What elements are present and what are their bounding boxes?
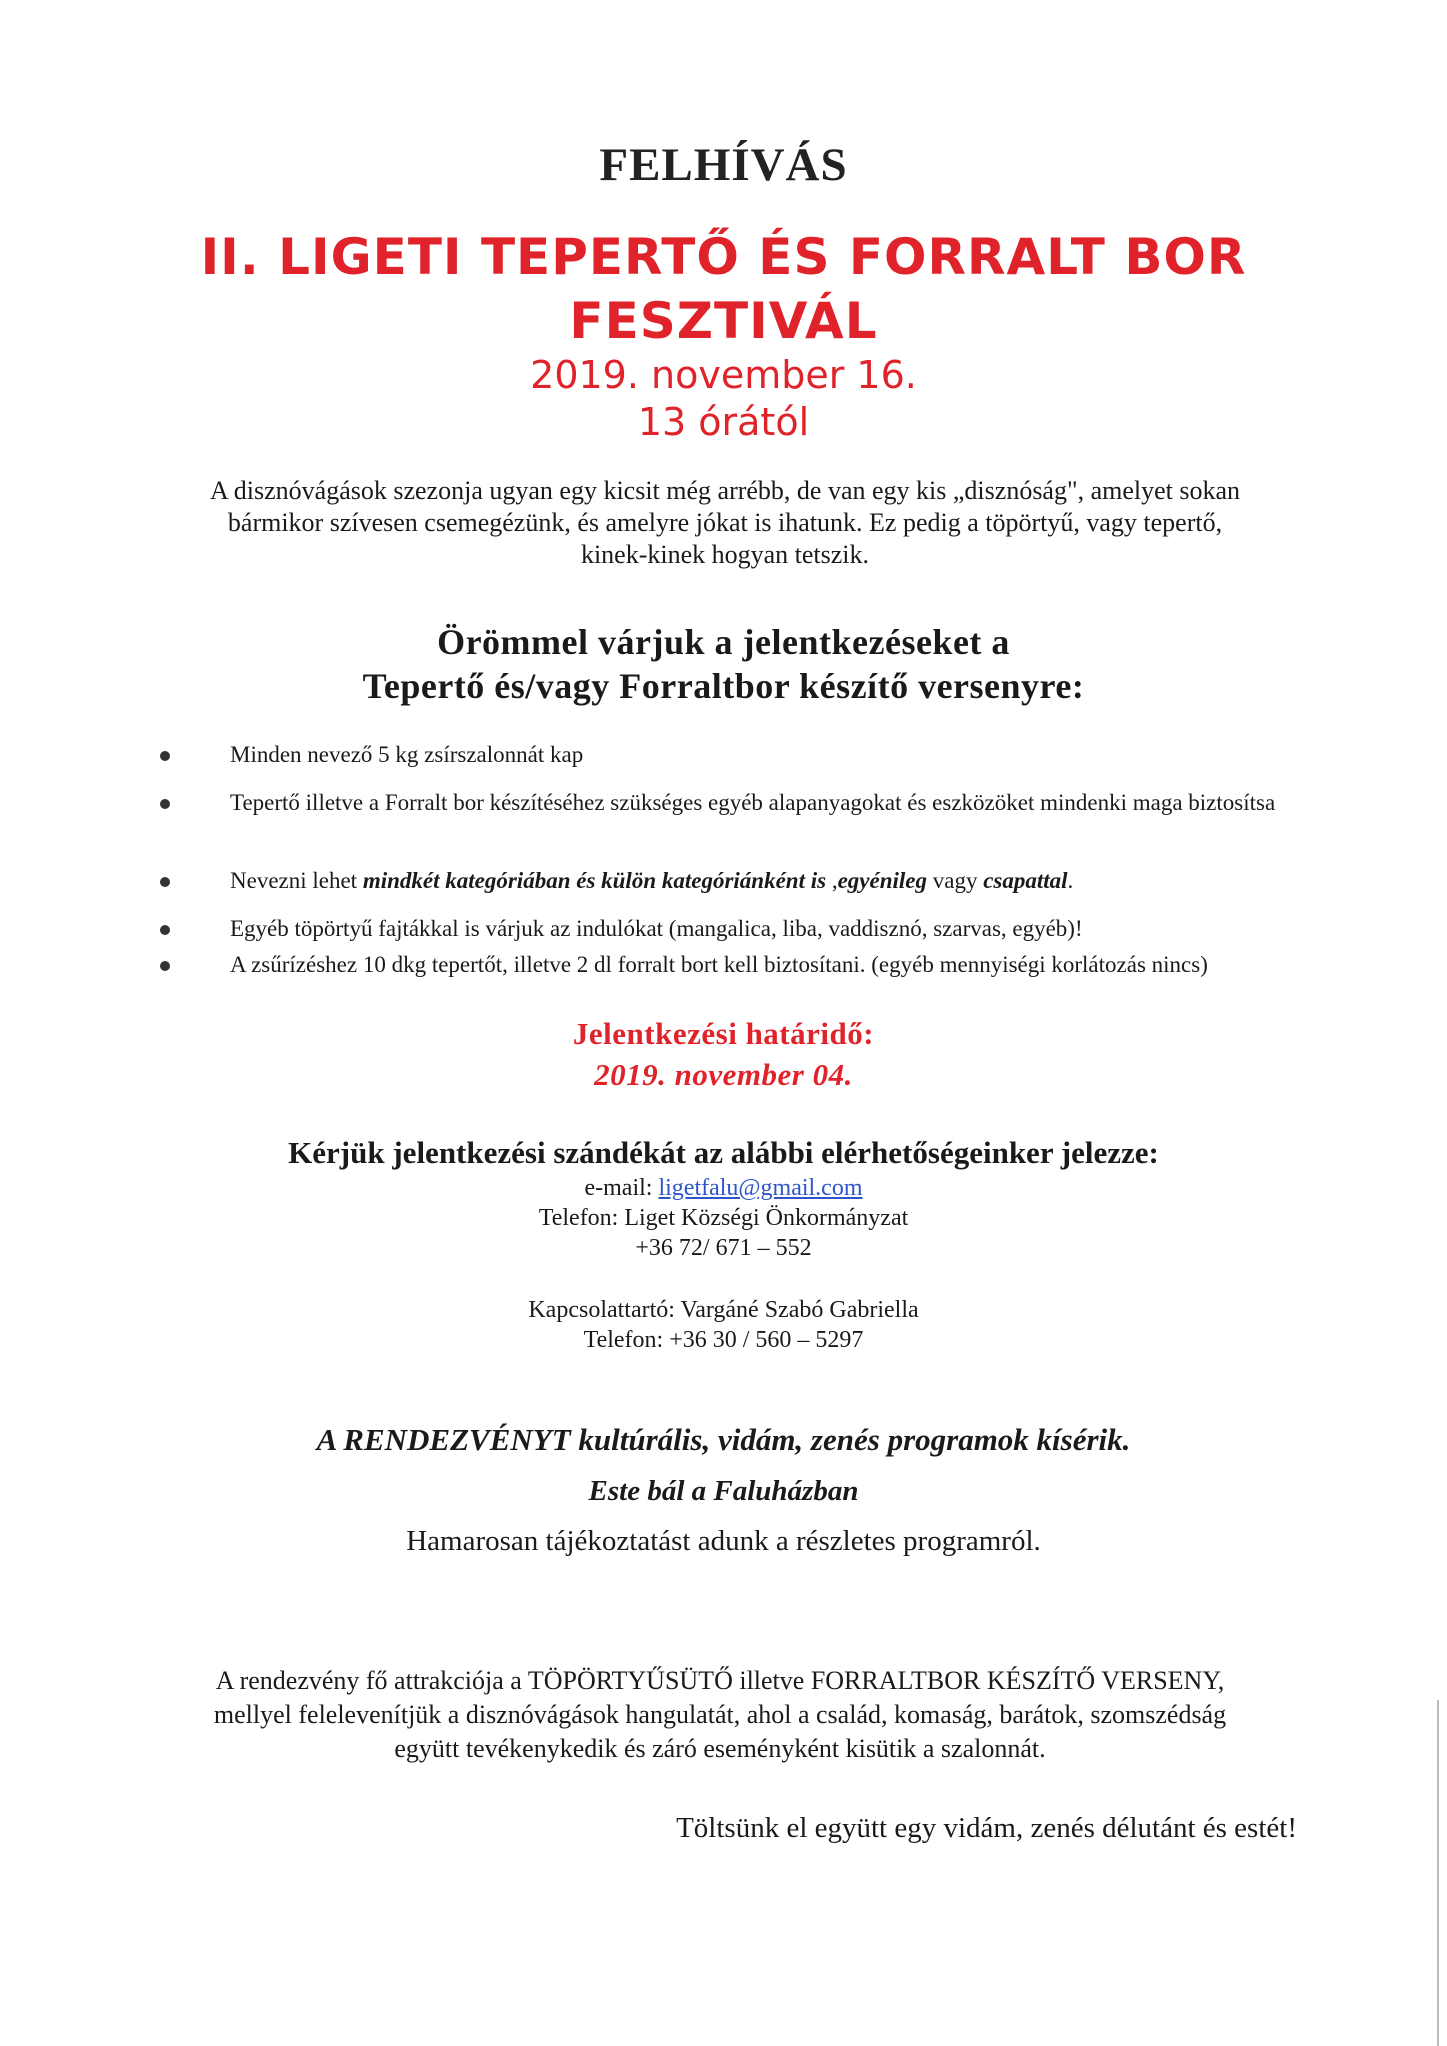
- final-line: Töltsünk el együtt egy vidám, zenés délutánt és estét!: [676, 1812, 1297, 1844]
- rule-text-part: ,: [826, 868, 838, 893]
- rule-emphasis: egyénileg: [837, 868, 927, 893]
- page-heading: FELHÍVÁS: [599, 139, 848, 191]
- bullet-icon: [160, 751, 170, 761]
- closing-paragraph: [120, 1664, 1320, 1766]
- rule-emphasis: csapattal: [983, 868, 1068, 893]
- rule-item: [180, 866, 1320, 895]
- event-info: Hamarosan tájékoztatást adunk a részletes programról.: [406, 1525, 1041, 1557]
- festival-title-line1: II. LIGETI TEPERTŐ ÉS FORRALT BOR: [200, 228, 1247, 286]
- rule-text: Egyéb töpörtyű fajtákkal is várjuk az indulókat (mangalica, liba, vaddisznó, szarvas, egyéb)!: [230, 916, 1083, 941]
- festival-title-line2: FESZTIVÁL: [569, 292, 878, 350]
- rule-item: [180, 788, 1280, 817]
- bullet-icon: [160, 799, 170, 809]
- event-time: 13 órától: [637, 400, 810, 444]
- welcome-heading-line2: Tepertő és/vagy Forraltbor készítő versenyre:: [362, 666, 1085, 706]
- bullet-icon: [160, 961, 170, 971]
- rule-text-part: .: [1067, 868, 1074, 893]
- contact-phone: +36 72/ 671 – 552: [635, 1235, 812, 1261]
- deadline-date: 2019. november 04.: [594, 1057, 853, 1092]
- rule-item: [180, 740, 1320, 769]
- closing-line: A rendezvény fő attrakciója a TÖPÖRTYŰSÜTŐ illetve FORRALTBOR KÉSZÍTŐ VERSENY,: [215, 1666, 1225, 1695]
- rule-item: [180, 914, 1320, 943]
- contact-phone-label: Telefon: Liget Községi Önkormányzat: [538, 1205, 909, 1231]
- event-programs: A RENDEZVÉNYT kultúrális, vidám, zenés programok kísérik.: [316, 1422, 1131, 1457]
- rule-text-part: vagy: [926, 868, 984, 893]
- rule-item: [180, 950, 1290, 979]
- bullet-icon: [160, 925, 170, 935]
- intro-line: kinek-kinek hogyan tetszik.: [580, 540, 870, 569]
- closing-line: mellyel felelevenítjük a disznóvágások hangulatát, ahol a család, komaság, barátok, szomszédság: [213, 1700, 1227, 1729]
- rule-text: A zsűrízéshez 10 dkg tepertőt, illetve 2 dl forralt bort kell biztosítani. (egyéb mennyiségi korlátozás nincs): [230, 952, 1208, 977]
- rule-text-part: Nevezni lehet: [230, 868, 363, 893]
- welcome-heading-line1: Örömmel várjuk a jelentkezéseket a: [437, 622, 1010, 662]
- contact-email-line: [0, 1175, 1447, 1202]
- intro-paragraph: [140, 475, 1310, 571]
- rule-text: [180, 866, 1320, 895]
- intro-line: A disznóvágások szezonja ugyan egy kicsit még arrébb, de van egy kis „disznóság", amelyet sokan: [209, 476, 1241, 505]
- intro-line: bármikor szívesen csemegézünk, és amelyre jókat is ihatunk. Ez pedig a töpörtyű, vagy tepertő,: [227, 508, 1223, 537]
- contact-person-phone: Telefon: +36 30 / 560 – 5297: [583, 1327, 864, 1353]
- event-ball: Este bál a Faluházban: [588, 1475, 859, 1507]
- email-label: e-mail:: [584, 1175, 659, 1201]
- event-date: 2019. november 16.: [530, 353, 917, 397]
- email-link[interactable]: ligetfalu@gmail.com: [658, 1175, 863, 1201]
- rule-emphasis: mindkét kategóriában és külön kategóriánként is: [362, 868, 827, 893]
- closing-line: együtt tevékenykedik és záró eseményként kisütik a szalonnát.: [394, 1734, 1046, 1763]
- contact-request: Kérjük jelentkezési szándékát az alábbi elérhetőségeinker jelezze:: [288, 1135, 1159, 1170]
- contact-person: Kapcsolattartó: Vargáné Szabó Gabriella: [528, 1297, 919, 1323]
- rule-text: Tepertő illetve a Forralt bor készítéséhez szükséges egyéb alapanyagokat és eszközöket mindenki maga biztosítsa: [230, 790, 1276, 815]
- bullet-icon: [160, 877, 170, 887]
- deadline-label: Jelentkezési határidő:: [572, 1016, 875, 1051]
- scan-edge-line: [1437, 1700, 1439, 2046]
- rule-text: Minden nevező 5 kg zsírszalonnát kap: [230, 742, 584, 767]
